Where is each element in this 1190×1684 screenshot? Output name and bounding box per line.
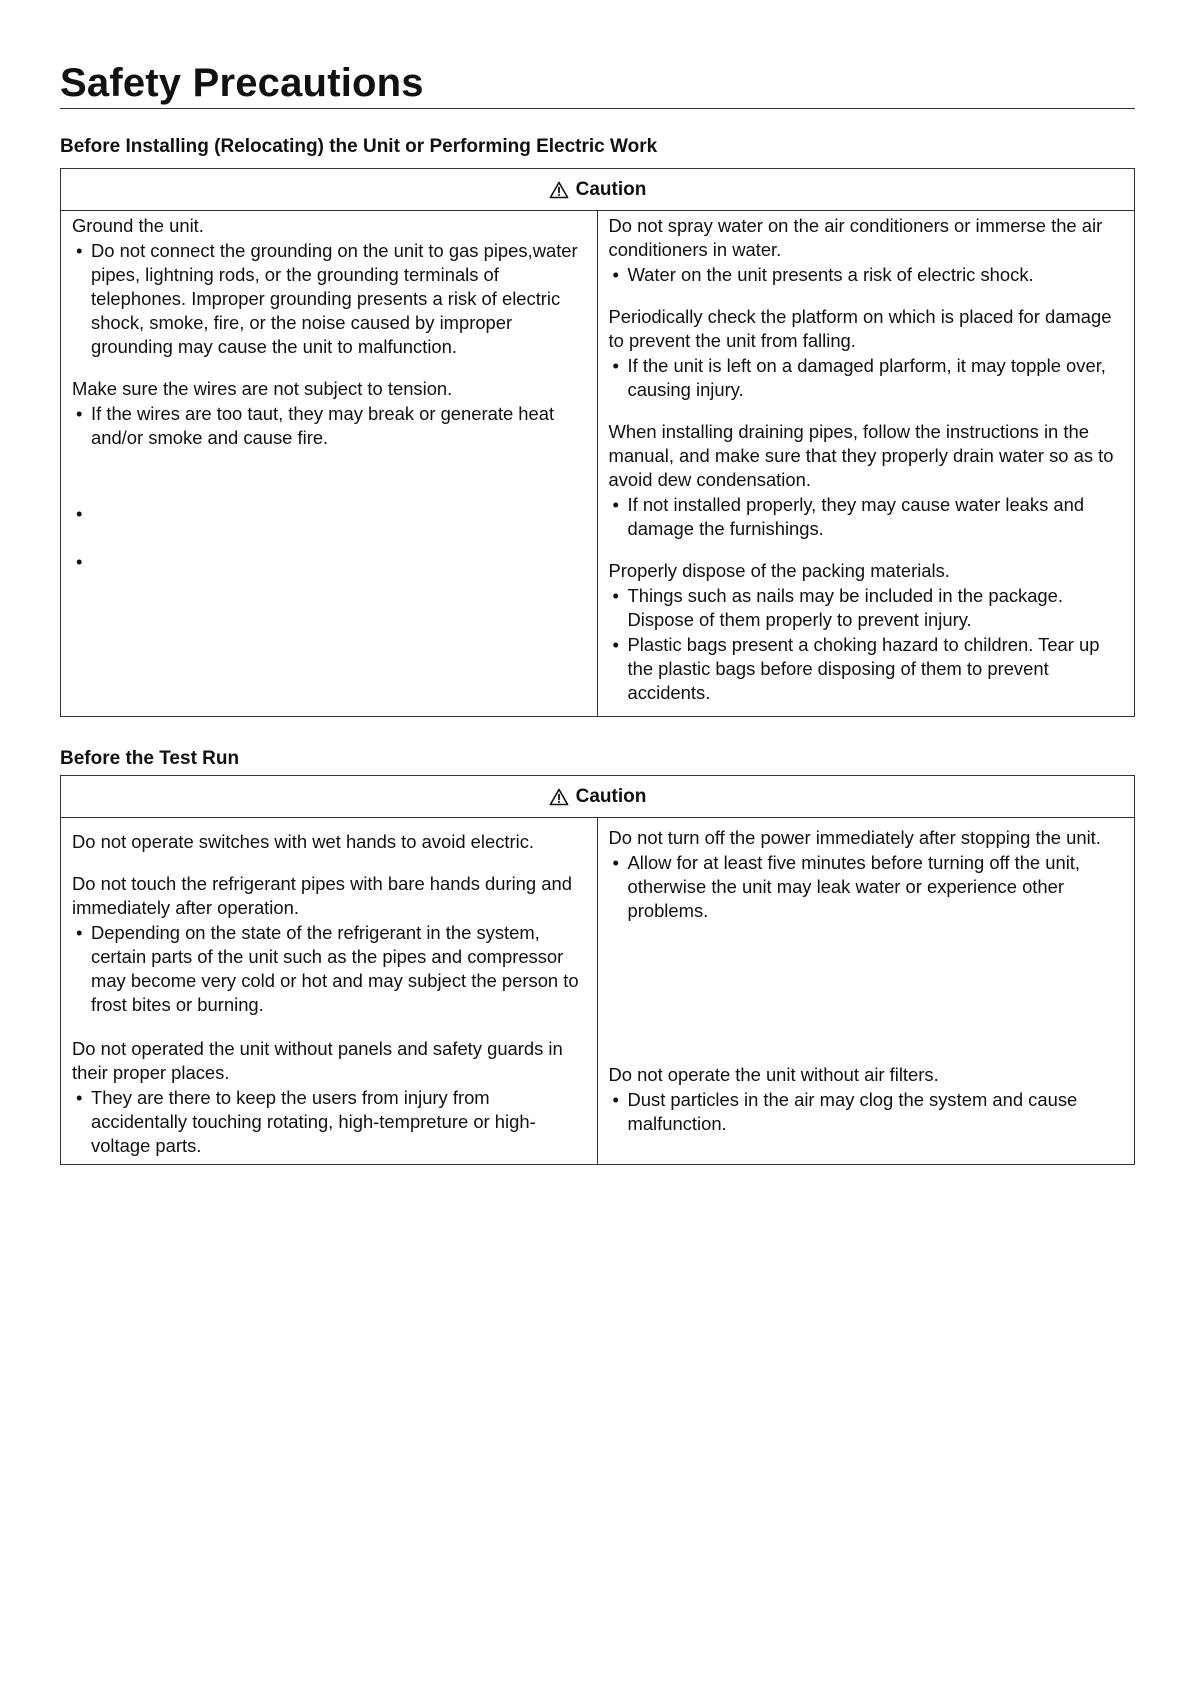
precaution-bullet: • If not installed properly, they may cause water leaks and damage the furnishings. xyxy=(609,493,1129,541)
precaution-bullet: • Depending on the state of the refrigerant in the system, certain parts of the unit such as the pipes and compressor may become very cold or hot and may subject the person to frost bites or burning. xyxy=(72,921,591,1017)
precaution-heading: Make sure the wires are not subject to tension. xyxy=(72,378,453,399)
precaution-heading: Do not spray water on the air conditioners or immerse the air conditioners in water. xyxy=(608,215,1103,260)
precaution-bullet: • If the wires are too taut, they may break or generate heat and/or smoke and cause fire. xyxy=(72,402,591,450)
warning-triangle-icon xyxy=(549,788,569,806)
precaution-bullet: • Allow for at least five minutes before turning off the unit, otherwise the unit may leak water or experience other problems. xyxy=(609,851,1129,923)
caution-table-installing xyxy=(60,168,1135,717)
left-column xyxy=(61,211,598,716)
precaution-block xyxy=(72,214,591,359)
caution-header xyxy=(61,169,1134,211)
precaution-heading: Do not turn off the power immediately after stopping the unit. xyxy=(608,827,1101,848)
page-title: Safety Precautions xyxy=(60,60,1135,109)
precaution-bullet: • Water on the unit presents a risk of electric shock. xyxy=(609,263,1129,287)
caution-body xyxy=(61,211,1134,716)
precaution-block xyxy=(609,420,1129,541)
precaution-heading: Do not touch the refrigerant pipes with bare hands during and immediately after operation. xyxy=(72,873,572,918)
caution-header xyxy=(61,776,1134,818)
warning-triangle-icon xyxy=(549,181,569,199)
precaution-heading: Properly dispose of the packing materials. xyxy=(608,560,950,581)
section-title-installing: Before Installing (Relocating) the Unit or Performing Electric Work xyxy=(60,136,658,157)
precaution-heading: Ground the unit. xyxy=(72,215,204,236)
precaution-bullet: • Plastic bags present a choking hazard to children. Tear up the plastic bags before disposing of them to prevent accidents. xyxy=(609,633,1129,705)
precaution-bullet: • They are there to keep the users from injury from accidentally touching rotating, high-tempreture or high-voltage parts. xyxy=(72,1086,591,1158)
precaution-bullet: • Dust particles in the air may clog the system and cause malfunction. xyxy=(609,1088,1129,1136)
precaution-block xyxy=(609,214,1129,287)
precaution-heading: Do not operated the unit without panels and safety guards in their proper places. xyxy=(72,1038,563,1083)
caution-body xyxy=(61,818,1134,1164)
precaution-heading: When installing draining pipes, follow the instructions in the manual, and make sure that they properly drain water so as to avoid dew condensation. xyxy=(608,421,1114,490)
precaution-block xyxy=(72,830,591,854)
column-spacer xyxy=(609,923,1129,1063)
precaution-block xyxy=(72,1037,591,1158)
precaution-heading: Do not operate the unit without air filters. xyxy=(608,1064,939,1085)
precaution-bullet: • Do not connect the grounding on the unit to gas pipes,water pipes, lightning rods, or the grounding terminals of telephones. Improper grounding presents a risk of electric shock, smoke, fire, or the noise caused by improper grounding may cause the unit to malfunction. xyxy=(72,239,591,359)
left-column xyxy=(61,818,598,1164)
precaution-heading: Periodically check the platform on which is placed for damage to prevent the unit from falling. xyxy=(608,306,1112,351)
right-column xyxy=(598,818,1135,1164)
section-title-test-run: Before the Test Run xyxy=(60,748,240,769)
caution-label: Caution xyxy=(575,178,647,200)
empty-bullet xyxy=(72,502,591,526)
precaution-bullet: • Things such as nails may be included in the package. Dispose of them properly to prevent injury. xyxy=(609,584,1129,632)
precaution-block xyxy=(609,305,1129,402)
precaution-heading: Do not operate switches with wet hands to avoid electric. xyxy=(72,831,535,852)
empty-bullet xyxy=(72,550,591,574)
right-column xyxy=(598,211,1135,716)
precaution-bullet: • If the unit is left on a damaged plarform, it may topple over, causing injury. xyxy=(609,354,1129,402)
precaution-block xyxy=(72,872,591,1017)
page xyxy=(60,60,1135,1165)
precaution-block xyxy=(72,377,591,450)
precaution-block xyxy=(609,1063,1129,1136)
caution-label: Caution xyxy=(575,785,647,807)
precaution-block xyxy=(609,559,1129,705)
precaution-block xyxy=(609,826,1129,923)
caution-table-test-run xyxy=(60,775,1135,1165)
